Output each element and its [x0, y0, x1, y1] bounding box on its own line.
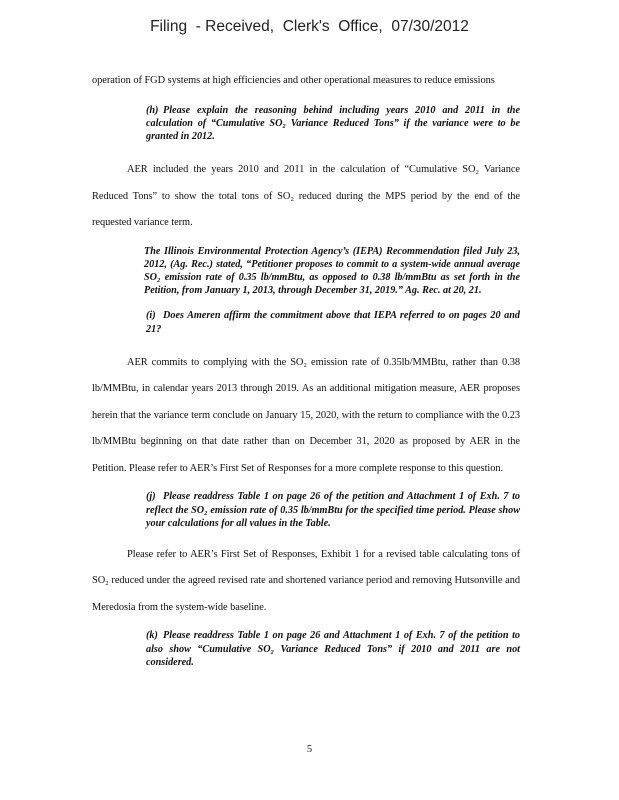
question-h: [146, 104, 520, 144]
question-j-text: Please readdress Table 1 on page 26 of the petition and Attachment 1 of Exh. 7 to reflect the SO₂ emission rate of 0.35 lb/mmBtu for the specified time period. Please show your calculations for all values in the Table.: [146, 491, 520, 529]
answer-i: AER commits to complying with the SO₂ emission rate of 0.35lb/MMBtu, rather than 0.38 lb/MMBtu, in calendar years 2013 through 2019. As an additional mitigation measure, AER proposes herein that the variance term conclude on January 15, 2020, with the return to compliance with the 0.23 lb/MMBtu beginning on that date rather than on December 31, 2020 as proposed by AER in the Petition. Please refer to AER’s First Set of Responses for a more complete response to this question.: [92, 356, 520, 474]
question-k: [146, 629, 520, 669]
paragraph-fgd-operation: operation of FGD systems at high efficiencies and other operational measures to reduce emissions: [92, 75, 495, 86]
question-j: [146, 490, 520, 530]
answer-h: AER included the years 2010 and 2011 in the calculation of “Cumulative SO₂ Variance Reduced Tons” to show the total tons of SO₂ reduced during the MPS period by the end of the requested variance term.: [92, 164, 520, 229]
page-number: 5: [306, 744, 313, 755]
question-i: [146, 309, 520, 335]
question-k-text: Please readdress Table 1 on page 26 and Attachment 1 of Exh. 7 of the petition to also show “Cumulative SO₂ Variance Reduced Tons” if 2010 and 2011 are not considered.: [146, 630, 520, 668]
question-i-text: Does Ameren affirm the commitment above that IEPA referred to on pages 20 and 21?: [146, 310, 520, 335]
filing-stamp-header: Filing - Received, Clerk's Office, 07/30/2012: [150, 18, 469, 35]
question-k-label: (k): [146, 630, 158, 642]
question-j-label: (j): [146, 491, 156, 503]
question-h-label: (h): [146, 104, 159, 116]
question-i-label: (i): [146, 310, 156, 322]
iepa-recommendation-quote: The Illinois Environmental Protection Agency’s (IEPA) Recommendation filed July 23, 2012, (Ag. Rec.) stated, “Petitioner proposes to commit to a system-wide annual average SO₂ emission rate of 0.35 lb/mmBtu, as opposed to 0.38 lb/mmBtu as set forth in the Petition, from January 1, 2013, through December 31, 2019.” Ag. Rec. at 20, 21.: [144, 245, 520, 297]
answer-j: Please refer to AER’s First Set of Responses, Exhibit 1 for a revised table calculating tons of SO₂ reduced under the agreed revised rate and shortened variance period and removing Hutsonville and Meredosia from the system-wide baseline.: [92, 548, 520, 613]
document-body: [92, 68, 520, 669]
question-h-text: Please explain the reasoning behind including years 2010 and 2011 in the calculation of “Cumulative SO₂ Variance Reduced Tons” if the variance were to be granted in 2012.: [146, 104, 520, 142]
